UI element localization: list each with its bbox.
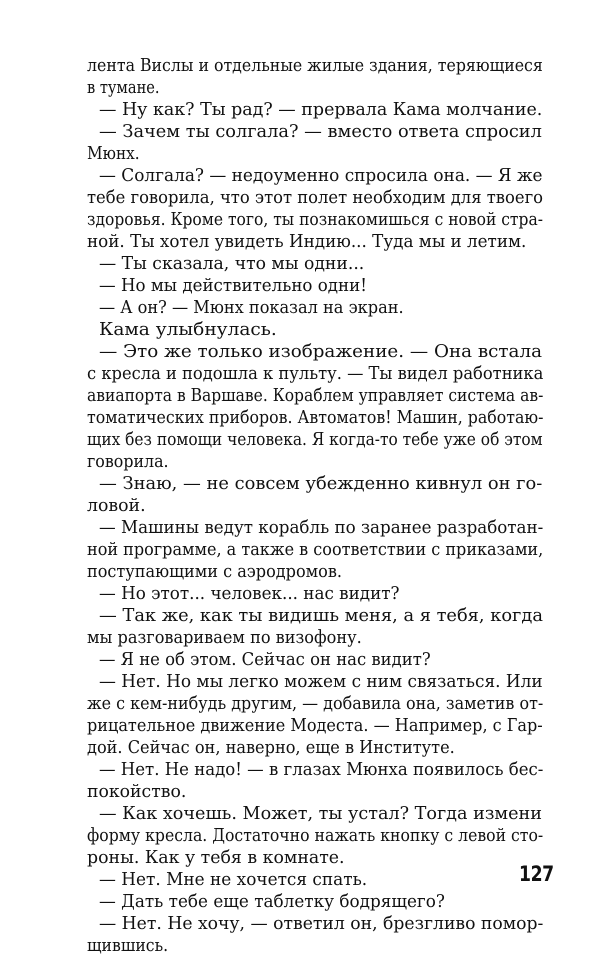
text-line: — Знаю, — не совсем убежденно кивнул он го- <box>99 474 543 494</box>
text-line: — Так же, как ты видишь меня, а я тебя, когда <box>99 606 543 626</box>
text-line: щих без помощи человека. Я когда-то тебе уже об этом <box>87 430 543 450</box>
text-line: с кресла и подошла к пульту. — Ты видел работника <box>87 364 544 384</box>
text-line: — Солгала? — недоуменно спросила она. — Я же <box>99 166 543 186</box>
text-line: щившись. <box>87 936 169 956</box>
text-line: говорила. <box>87 452 169 472</box>
text-line: — Ты сказала, что мы одни... <box>99 254 365 274</box>
text-line: дой. Сейчас он, наверно, еще в Институте. <box>87 738 455 758</box>
text-line: — Я не об этом. Сейчас он нас видит? <box>99 650 431 670</box>
page-number: 127 <box>519 862 554 886</box>
text-line: томатических приборов. Автоматов! Машин, работаю- <box>87 408 544 428</box>
text-line: — Нет. Мне не хочется спать. <box>99 870 368 890</box>
text-line: — Это же только изображение. — Она встала <box>99 342 542 362</box>
text-line: покойство. <box>87 782 187 802</box>
text-line: ной программе, а также в соответствии с приказами, <box>87 540 544 560</box>
text-line: же с кем-нибудь другим, — добавила она, заметив от- <box>87 694 544 714</box>
text-line: — Но этот... человек... нас видит? <box>99 584 400 604</box>
text-line: авиапорта в Варшаве. Кораблем управляет система ав- <box>87 386 544 406</box>
text-line: ловой. <box>87 496 146 516</box>
text-line: рицательное движение Модеста. — Например, с Гар- <box>87 716 543 736</box>
text-line: — Нет. Не хочу, — ответил он, брезгливо помор- <box>99 914 544 934</box>
text-line: — Зачем ты солгала? — вместо ответа спросил <box>99 122 542 142</box>
text-line: роны. Как у тебя в комнате. <box>87 848 345 868</box>
text-line: — Нет. Не надо! — в глазах Мюнха появилось бес- <box>99 760 544 780</box>
text-line: — Нет. Но мы легко можем с ним связаться. Или <box>99 672 543 692</box>
text-line: — Но мы действительно одни! <box>99 276 367 296</box>
text-line: мы разговариваем по визофону. <box>87 628 362 648</box>
text-line: — Ну как? Ты рад? — прервала Кама молчание. <box>99 100 543 120</box>
text-line: здоровья. Кроме того, ты познакомишься с новой стра- <box>87 210 543 230</box>
text-line: в тумане. <box>87 78 160 98</box>
text-line: поступающими с аэродромов. <box>87 562 342 582</box>
text-line: — Машины ведут корабль по заранее разработан- <box>99 518 544 538</box>
text-line: форму кресла. Достаточно нажать кнопку с левой сто- <box>87 826 544 846</box>
text-line: Мюнх. <box>87 144 140 164</box>
text-line: — Дать тебе еще таблетку бодрящего? <box>99 892 445 912</box>
text-line: тебе говорила, что этот полет необходим для твоего <box>87 188 544 208</box>
text-line: Кама улыбнулась. <box>99 320 277 340</box>
text-line: ной. Ты хотел увидеть Индию... Туда мы и летим. <box>87 232 527 252</box>
text-line: — Как хочешь. Может, ты устал? Тогда измени <box>99 804 542 824</box>
text-line: — А он? — Мюнх показал на экран. <box>99 298 404 318</box>
text-line: лента Вислы и отдельные жилые здания, теряющиеся <box>87 56 543 76</box>
